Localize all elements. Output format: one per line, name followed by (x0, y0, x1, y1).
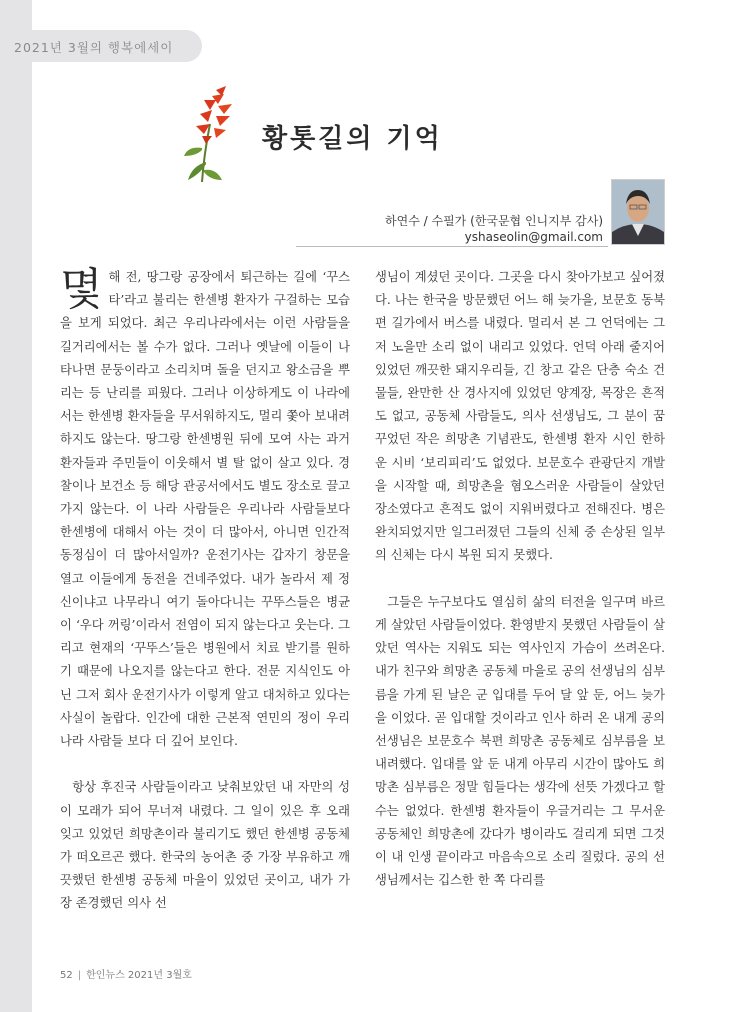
article-title: 황톳길의 기억 (262, 124, 443, 154)
paragraph-4: 그들은 누구보다도 열심히 삶의 터전을 일구며 바르게 살았던 사람들이었다. 환영받지 못했던 사람들이 살았던 역사는 지워도 되는 역사인지 가슴이 쓰려온다. 내가 친구와 희망촌 공동체 마을로 공의 선생님의 심부름을 가게 된 날은 군 입대를 두어 달 앞 둔, 어느 늦가을 이었다. 곧 입대할 것이라고 인사 하러 온 내게 공의 선생님은 보문호수 북편 희망촌 공동체로 심부름을 보내려했다. 입대를 앞 둔 내게 아무리 시간이 많아도 희망촌 심부름은 정말 힘들다는 생각에 선뜻 가겠다고 할 수는 없었다. 한센병 환자들이 우글거리는 그 무서운 공동체인 희망촌에 갔다가 병이라도 걸리게 되면 그것이 내 인생 끝이라고 마음속으로 소리 질렀다. 공의 선생님께서는 깁스한 한 쪽 다리를 (375, 594, 665, 888)
page-number: 52 (60, 970, 73, 981)
paragraph-2: 항상 후진국 사람들이라고 낮춰보았던 내 자만의 성이 모래가 되어 무너져 내렸다. 그 일이 있은 후 오래 잊고 있었던 희망촌이라 불리기도 했던 한센병 공동체가 떠오르곤 했다. 한국의 농어촌 중 가장 부유하고 깨끗했던 한센병 공동체 마을이 있었던 곳이고, 내가 가장 존경했던 의사 선 (60, 780, 350, 911)
paragraph-1 (60, 266, 350, 753)
author-email: yshaseolin@gmail.com (464, 230, 603, 244)
article-column-left (60, 266, 350, 916)
flower-illustration (182, 84, 244, 184)
footer-separator: | (77, 970, 82, 981)
section-header: 2021년 3월의 행복에세이 (14, 40, 174, 55)
drop-cap: 몇 (60, 264, 103, 315)
publication-name: 한인뉴스 2021년 3월호 (86, 970, 192, 981)
page-side-band (0, 0, 32, 1012)
author-byline: 하연수 / 수필가 (한국문협 인니지부 감사) (385, 214, 603, 228)
paragraph-1-text: 해 전, 땅그랑 공장에서 퇴근하는 길에 ‘꾸스타’라고 불리는 한센병 환자가 구걸하는 모습을 보게 되었다. 최근 우리나라에서는 이런 사람들을 길거리에서는 볼 수가 없다. 그러나 옛날에 이들이 나타나면 문둥이라고 소리치며 돌을 던지고 왕소금을 뿌리는 등 난리를 피웠다. 그러나 이상하게도 이 나라에서는 한센병 환자들을 무서워하지도, 멀리 쫓아 보내려하지도 않는다. 땅그랑 한센병원 뒤에 모여 사는 과거환자들과 주민들이 이웃해서 별 탈 없이 살고 있다. 경찰이나 보건소 등 해당 관공서에서도 별도 장소로 끌고 가지 않는다. 이 나라 사람들은 우리나라 사람들보다 한센병에 대해서 아는 것이 더 많아서, 아니면 인간적 동정심이 더 많아서일까? 운전기사는 갑자기 창문을 열고 이들에게 동전을 건네주었다. 내가 놀라서 제 정신이냐고 나무라니 여기 돌아다니는 꾸뚜스들은 병균이 ‘우다 꺼링’이라서 전염이 되지 않는다고 웃는다. 그리고 현재의 ‘꾸뚜스’들은 병원에서 치료 받기를 원하기 때문에 나오지를 않는다고 한다. 전문 지식인도 아닌 그저 회사 운전기사가 이렇게 알고 대처하고 있다는 사실이 놀랍다. 인간에 대한 근본적 연민의 정이 우리나라 사람들 보다 더 깊어 보인다. (60, 270, 350, 749)
author-photo (611, 179, 665, 245)
page-footer (60, 966, 192, 981)
byline-divider (296, 246, 608, 247)
paragraph-3: 생님이 계셨던 곳이다. 그곳을 다시 찾아가보고 싶어졌다. 나는 한국을 방문했던 어느 해 늦가을, 보문호 동북 편 길가에서 버스를 내렸다. 멀리서 본 그 언덕에는 그저 노을만 소리 없이 내리고 있었다. 언덕 아래 줄지어 있었던 깨끗한 돼지우리들, 긴 창고 같은 단층 숙소 건물들, 완만한 산 경사지에 있었던 양계장, 목장은 흔적도 없고, 공동체 사람들도, 의사 선생님도, 그 분이 꿈꾸었던 작은 희망촌 기념관도, 한센병 환자 시인 한하운 시비 ‘보리피리’도 없었다. 보문호수 관광단지 개발을 시작할 때, 희망촌을 혐오스러운 사람들이 살았던 장소였다고 흔적도 없이 지워버렸다고 전해진다. 병은 완치되었지만 일그러졌던 그들의 신체 중 손상된 일부의 신체는 다시 복원 되지 못했다. (375, 270, 665, 563)
article-column-right (375, 266, 665, 892)
